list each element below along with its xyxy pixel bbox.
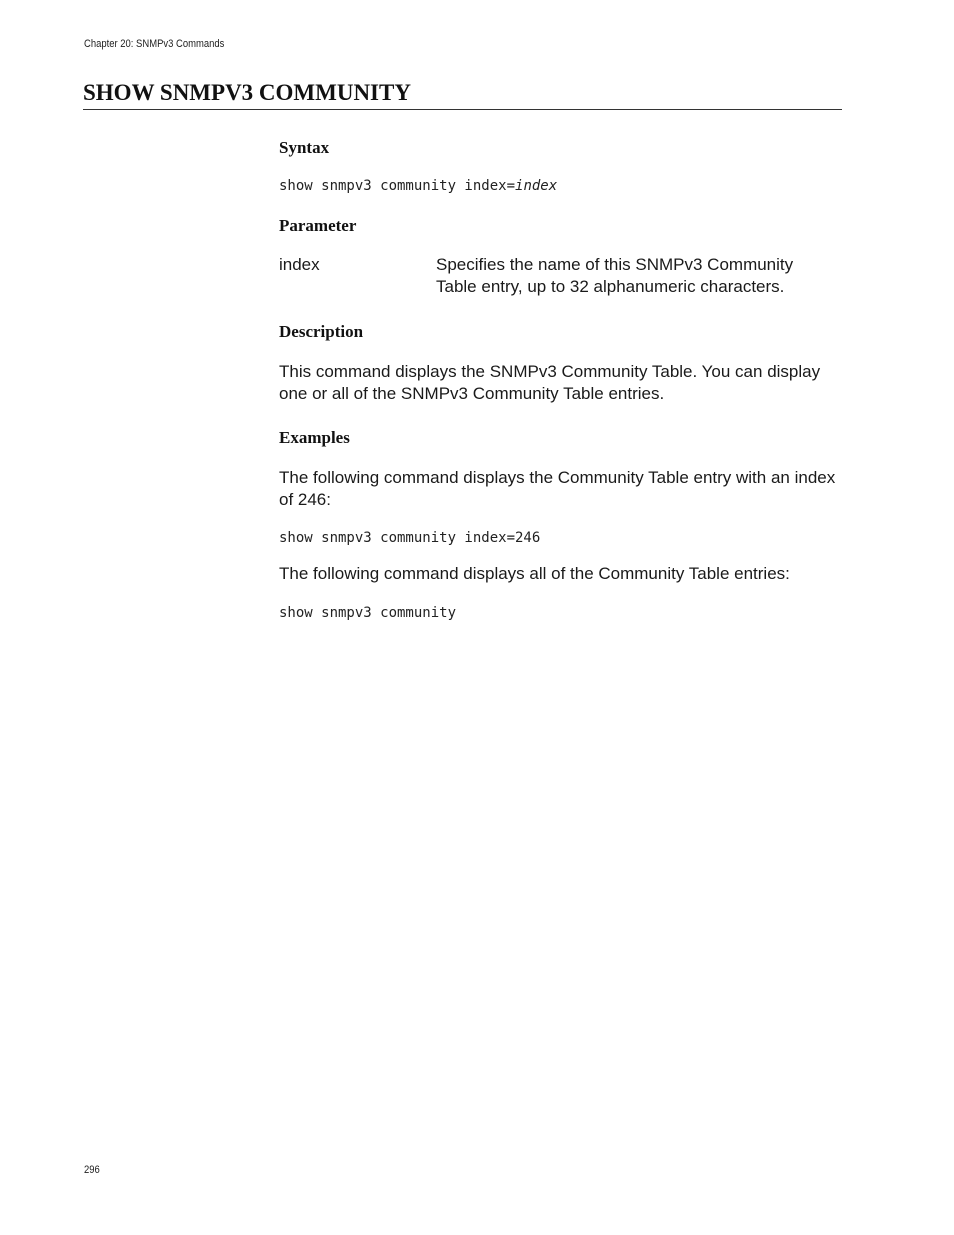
running-header: Chapter 20: SNMPv3 Commands [84,38,225,50]
examples-heading: Examples [279,428,350,447]
parameter-name: index [279,255,320,274]
example-intro-2: The following command displays all of the Community Table entries: [279,564,790,583]
syntax-heading: Syntax [279,138,330,157]
example-intro-1: The following command displays the Community Table entry with an index of 246: [279,468,836,509]
syntax-command [279,176,557,196]
example-command-2: show snmpv3 community [279,605,457,621]
syntax-command-text: show snmpv3 community index= [279,178,516,194]
page-number: 296 [84,1164,100,1176]
parameter-heading: Parameter [279,216,357,235]
title-rule [83,109,842,110]
parameter-description: Specifies the name of this SNMPv3 Community Table entry, up to 32 alphanumeric characters. [436,255,794,296]
description-text: This command displays the SNMPv3 Community Table. You can display one or all of the SNMPv3 Community Table entries. [279,362,821,403]
example-command-1: show snmpv3 community index=246 [279,530,541,546]
description-heading: Description [279,322,364,341]
page-title: SHOW SNMPV3 COMMUNITY [83,80,411,105]
syntax-argument: index [515,178,558,194]
